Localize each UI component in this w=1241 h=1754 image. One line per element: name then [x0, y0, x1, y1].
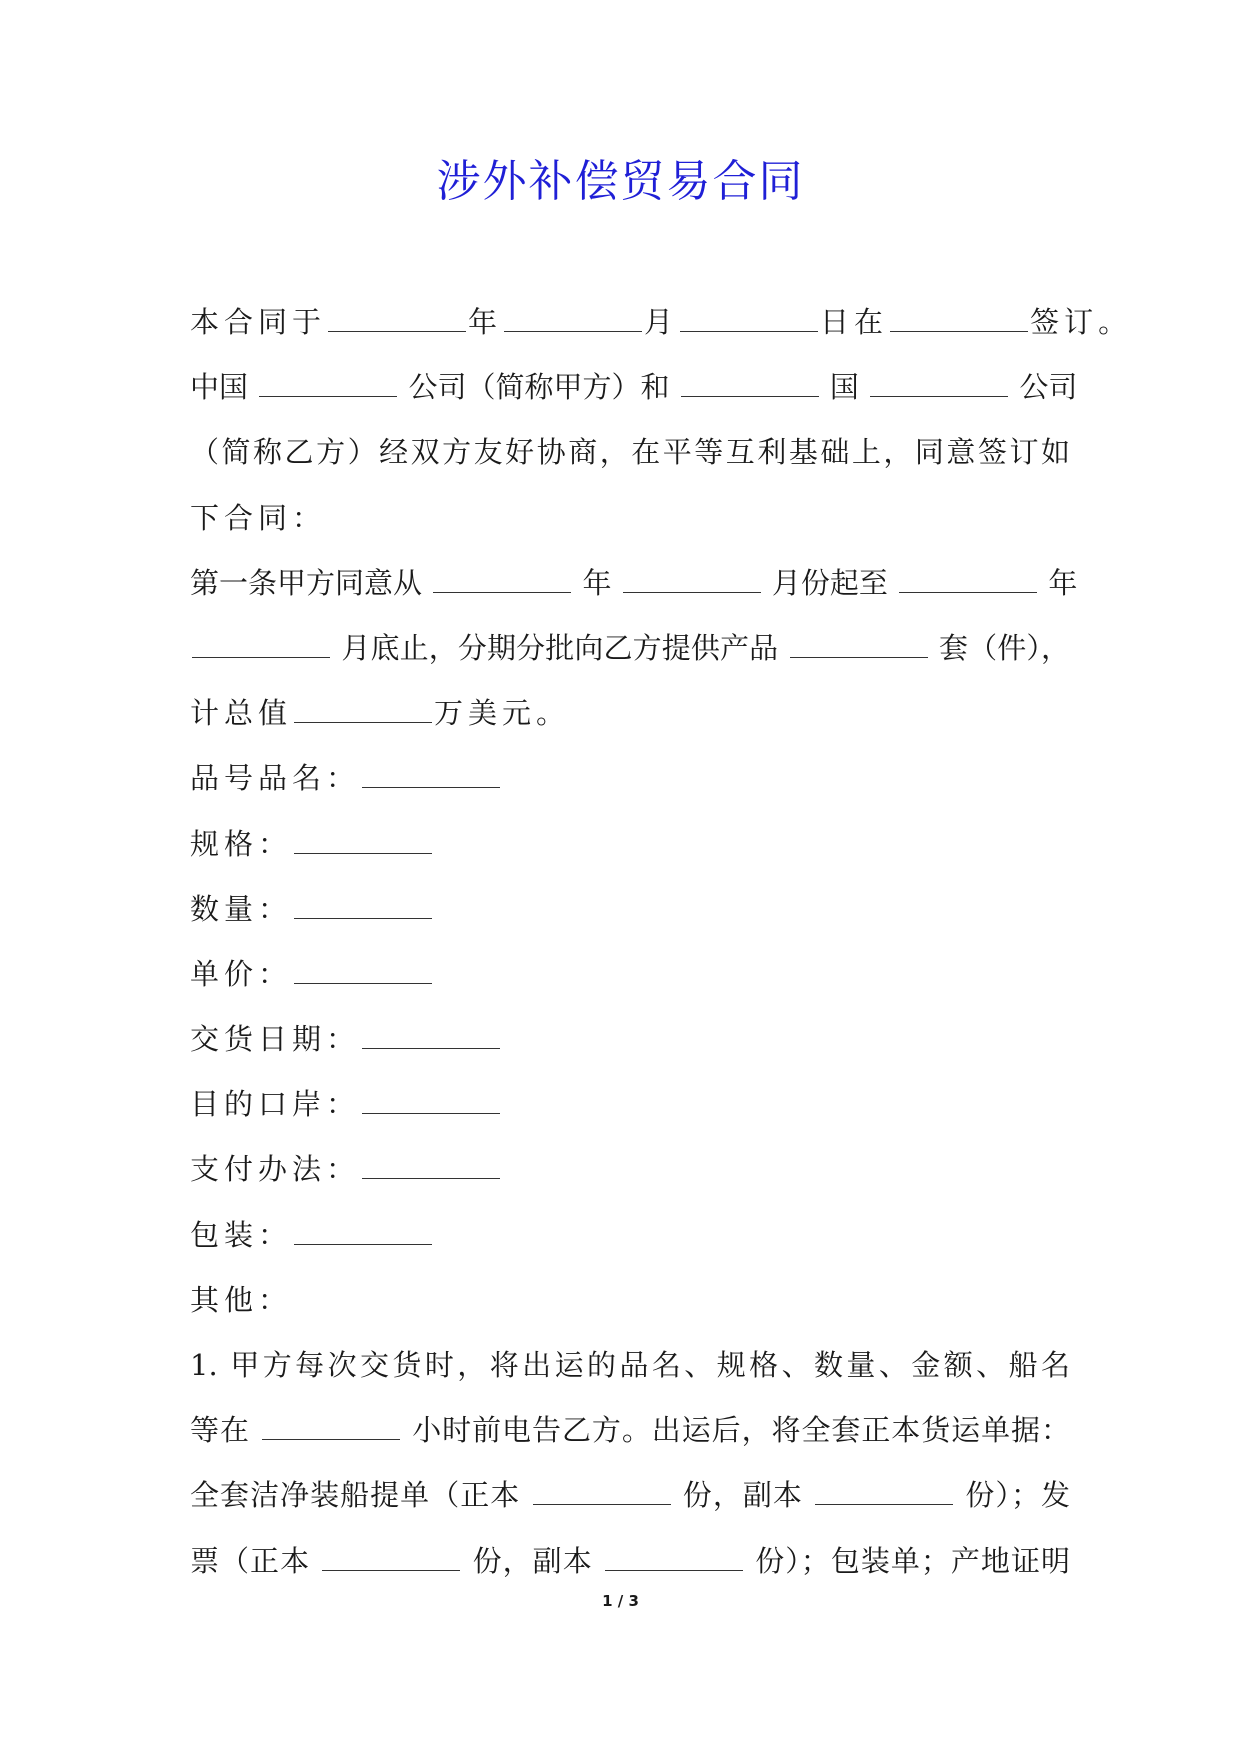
- contract-line: [190, 551, 1078, 616]
- fill-in-blank: [362, 765, 500, 788]
- fill-in-blank: [504, 309, 642, 332]
- line-text: 1. 甲方每次交货时，将出运的品名、规格、数量、金额、船名: [190, 1348, 1070, 1382]
- fill-in-blank: [433, 570, 571, 593]
- line-text: （简称乙方）经双方友好协商，在平等互利基础上，同意签订如: [190, 435, 1070, 470]
- fill-in-blank: [322, 1548, 460, 1571]
- line-text: 品号品名：: [190, 761, 361, 796]
- line-text: 规格：: [190, 826, 293, 861]
- contract-line: [190, 942, 1070, 1007]
- fill-in-blank: [681, 374, 819, 397]
- contract-line: [190, 812, 1070, 877]
- contract-line: [190, 355, 1078, 420]
- contract-line: [190, 1007, 1070, 1072]
- line-text: 包装：: [190, 1217, 293, 1252]
- contract-line: [190, 616, 1070, 681]
- contract-line: [190, 1203, 1070, 1268]
- fill-in-blank: [192, 635, 330, 658]
- fill-in-blank: [362, 1091, 500, 1114]
- line-text: 其他：: [190, 1282, 293, 1317]
- contract-line: [190, 1398, 1070, 1463]
- line-text: 中国: [190, 370, 249, 405]
- line-text: 份）；包装单；产地证明: [755, 1543, 1070, 1578]
- contract-line: [190, 1268, 1070, 1333]
- fill-in-blank: [362, 1156, 500, 1179]
- line-text: 第一条甲方同意从: [190, 565, 423, 600]
- fill-in-blank: [680, 309, 818, 332]
- fill-in-blank: [870, 374, 1008, 397]
- fill-in-blank: [294, 961, 432, 984]
- contract-line: [190, 1333, 1070, 1398]
- fill-in-blank: [259, 374, 397, 397]
- fill-in-blank: [328, 309, 466, 332]
- fill-in-blank: [262, 1417, 400, 1440]
- line-text: 月底止，分期分批向乙方提供产品: [341, 630, 779, 665]
- line-text: 月份起至: [771, 565, 888, 600]
- fill-in-blank: [294, 700, 432, 723]
- contract-line: [190, 681, 1070, 746]
- line-text: 小时前电告乙方。出运后，将全套正本货运单据：: [412, 1413, 1071, 1448]
- fill-in-blank: [790, 635, 928, 658]
- fill-in-blank: [362, 1026, 500, 1049]
- line-text: 全套洁净装船提单（正本: [190, 1478, 521, 1513]
- fill-in-blank: [899, 570, 1037, 593]
- line-text: 票（正本: [190, 1543, 311, 1578]
- fill-in-blank: [605, 1548, 743, 1571]
- contract-line: [190, 486, 1070, 551]
- contract-body: [190, 290, 1133, 1594]
- contract-line: [190, 290, 1133, 355]
- line-text: 数量：: [190, 891, 293, 926]
- line-text: 万美元。: [434, 696, 571, 731]
- line-text: 年: [1048, 565, 1078, 600]
- line-text: 下合同：: [190, 500, 327, 535]
- line-text: 计总值: [190, 696, 293, 731]
- line-text: 月: [644, 305, 679, 339]
- line-text: 国: [829, 370, 859, 405]
- contract-line: [190, 1072, 1070, 1137]
- contract-line: [190, 1137, 1070, 1202]
- line-text: 公司: [1019, 370, 1078, 405]
- page-number: 1 / 3: [602, 1592, 639, 1610]
- fill-in-blank: [623, 570, 761, 593]
- contract-line: [190, 420, 1070, 485]
- line-text: 等在: [190, 1413, 250, 1448]
- fill-in-blank: [890, 309, 1028, 332]
- line-text: 目的口岸：: [190, 1087, 361, 1122]
- fill-in-blank: [533, 1482, 671, 1505]
- line-text: 日在: [820, 305, 889, 339]
- document-title: 涉外补偿贸易合同: [436, 156, 805, 207]
- contract-line: [190, 1529, 1070, 1594]
- contract-line: [190, 1463, 1070, 1528]
- fill-in-blank: [294, 831, 432, 854]
- fill-in-blank: [294, 896, 432, 919]
- line-text: 公司（简称甲方）和: [408, 370, 670, 405]
- line-text: 份，副本: [682, 1478, 803, 1513]
- line-text: 份）；发: [965, 1478, 1070, 1513]
- line-text: 交货日期：: [190, 1022, 361, 1057]
- line-text: 份，副本: [472, 1543, 593, 1578]
- contract-line: [190, 877, 1070, 942]
- line-text: 年: [582, 565, 612, 600]
- contract-line: [190, 746, 1070, 811]
- fill-in-blank: [815, 1482, 953, 1505]
- line-text: 套（件），: [939, 630, 1071, 665]
- fill-in-blank: [294, 1222, 432, 1245]
- line-text: 单价：: [190, 956, 293, 991]
- line-text: 年: [468, 305, 503, 339]
- line-text: 本合同于: [190, 305, 327, 339]
- line-text: 签订。: [1030, 305, 1133, 339]
- line-text: 支付办法：: [190, 1152, 361, 1187]
